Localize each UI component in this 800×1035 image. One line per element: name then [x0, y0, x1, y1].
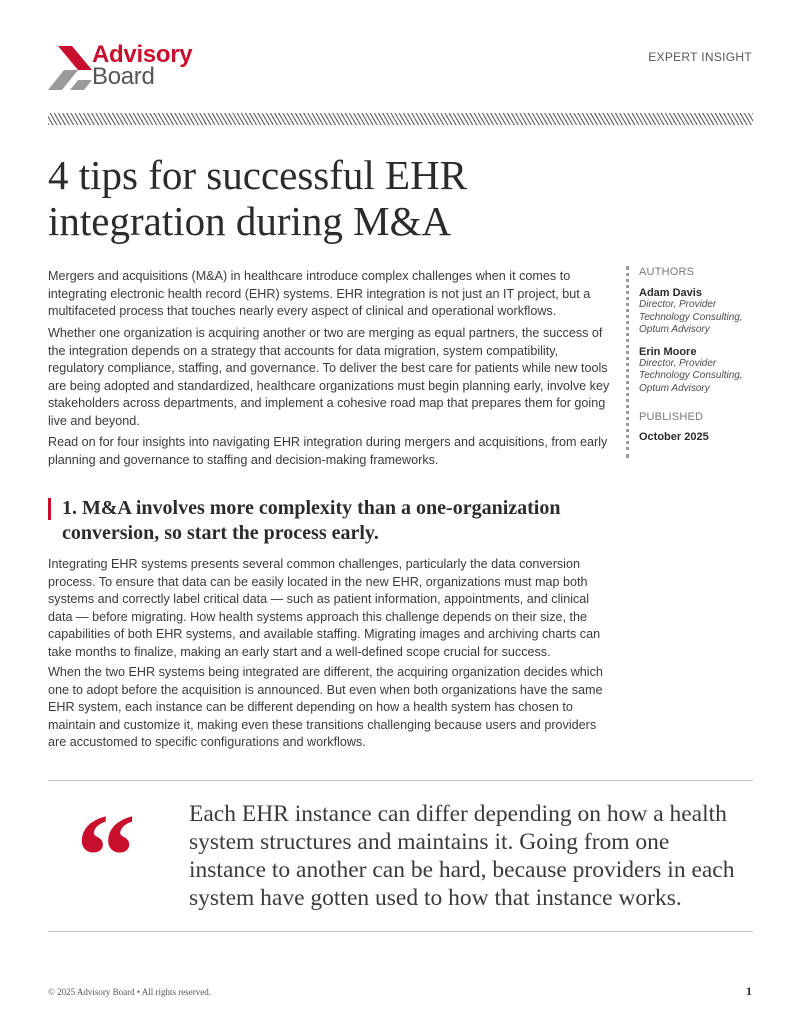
intro-paragraph-3: Read on for four insights into navigating EHR integration during mergers and acquisitions, from early planning and governance to staffing and decision-making frameworks. — [48, 435, 608, 467]
article-meta-sidebar — [626, 266, 756, 458]
heading-accent-bar — [48, 498, 51, 520]
author-role-line: Director, Provider — [639, 357, 717, 369]
published-label: PUBLISHED — [639, 411, 704, 423]
advisory-board-logo[interactable] — [48, 41, 208, 92]
intro-paragraph-2: Whether one organization is acquiring another or two are merging as equal partners, the success of the integration depends on a strategy that accounts for data migration, system compatibility, regulatory compliance, staffing, and governance. To deliver the best care for patients while new tools are being adopted and standardized, healthcare organizations must begin planning early, involve key stakeholders across departments, and implement a cohesive road map that prepares them for going live and beyond. — [48, 326, 610, 428]
quote-mark-icon: “ — [76, 789, 136, 922]
hatched-divider — [48, 113, 753, 125]
author-role-line: Optum Advisory — [639, 382, 710, 394]
section-1-heading-block — [48, 496, 618, 546]
title-line-1: 4 tips for successful EHR — [48, 152, 468, 198]
author-role-line: Optum Advisory — [639, 324, 710, 335]
published-date: October 2025 — [639, 431, 709, 443]
intro-paragraph-1: Mergers and acquisitions (M&A) in healthcare introduce complex challenges when it comes to integrating electronic health record (EHR) systems. EHR integration is not just an IT project, but a multifaceted process that touches nearly every aspect of clinical and operational workflows. — [48, 269, 591, 318]
authors-label: AUTHORS — [639, 266, 695, 278]
author-name: Erin Moore — [639, 345, 697, 358]
author-name: Adam Davis — [639, 287, 702, 299]
content-type-label: EXPERT INSIGHT — [648, 50, 752, 64]
footer-copyright: © 2025 Advisory Board • All rights reserved. — [48, 987, 211, 997]
section-1-heading-line-2: conversion, so start the process early. — [62, 522, 379, 544]
logo-word-advisory: Advisory — [92, 41, 193, 68]
author-role-line: Director, Provider — [639, 299, 717, 310]
title-line-2: integration during M&A — [48, 198, 452, 244]
page-number: 1 — [746, 984, 752, 998]
pullquote-text: Each EHR instance can differ depending on how a health system structures and maintains it. Going from one instance to another can be hard, because providers in each system have gotten used to how that instance works. — [189, 801, 735, 911]
author-role-line: Technology Consulting, — [639, 311, 743, 323]
logo-word-board: Board — [92, 63, 155, 90]
author-role-line: Technology Consulting, — [639, 370, 743, 381]
section-1-heading-line-1: 1. M&A involves more complexity than a one-organization — [62, 497, 561, 519]
page-title — [48, 152, 608, 244]
logo-wordmark — [92, 41, 193, 90]
pullquote-top-rule — [48, 780, 753, 781]
section-1-paragraph-1: Integrating EHR systems presents several common challenges, particularly the data conversion process. To ensure that data can be easily located in the new EHR, organizations must map both systems and correctly label critical data — such as patient information, appointments, and clinical data — before migrating. How health systems approach this challenge depends on their size, the capabilities of both EHR systems, and available staffing. Migrating images and archiving charts can take months to finalize, making an early start and a well-defined scope crucial for success. — [48, 557, 601, 659]
pullquote-bottom-rule — [48, 931, 753, 932]
section-1-paragraph-2: When the two EHR systems being integrated are different, the acquiring organization decides which one to adopt before the acquisition is announced. But even when both organizations have the same EHR system, each instance can be different depending on how a health system has chosen to maintain and customize it, making even these transitions challenging because users and providers are accustomed to specific configurations and workflows. — [48, 665, 603, 749]
section-1-heading — [48, 496, 618, 546]
